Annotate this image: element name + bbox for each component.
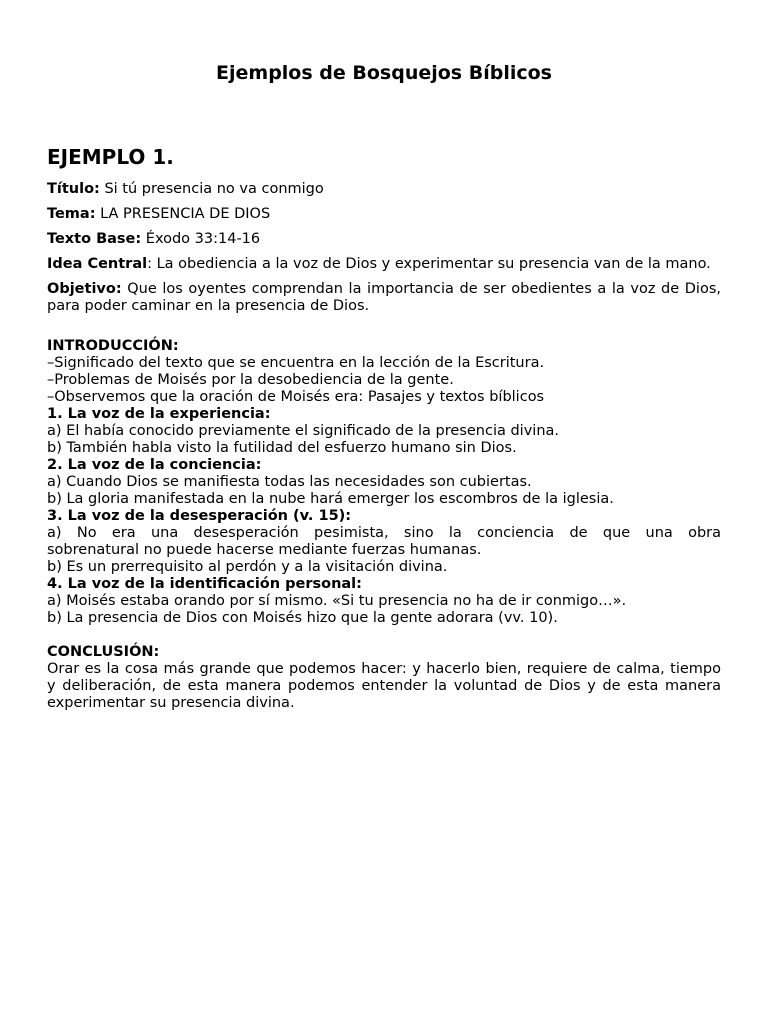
field-texto-base-value: Éxodo 33:14-16 bbox=[141, 231, 261, 247]
field-titulo-label: Título: bbox=[47, 181, 100, 197]
section-spacer bbox=[47, 627, 721, 644]
sermon-outline bbox=[47, 338, 721, 712]
conclusion-heading: CONCLUSIÓN: bbox=[47, 644, 160, 660]
point-3-item-b: b) Es un prerrequisito al perdón y a la visitación divina. bbox=[47, 559, 448, 575]
field-idea-central-label: Idea Central bbox=[47, 256, 148, 272]
field-titulo bbox=[47, 181, 721, 198]
point-1-item: b) También habla visto la futilidad del esfuerzo humano sin Dios. bbox=[47, 440, 517, 456]
introduccion-item: –Problemas de Moisés por la desobediencia de la gente. bbox=[47, 372, 454, 388]
example-heading: EJEMPLO 1. bbox=[47, 145, 174, 169]
point-3-item-a-line2: sobrenatural no puede hacerse mediante fuerzas humanas. bbox=[47, 542, 482, 558]
document-title: Ejemplos de Bosquejos Bíblicos bbox=[216, 62, 552, 84]
introduccion-item: –Observemos que la oración de Moisés era: Pasajes y textos bíblicos bbox=[47, 389, 545, 405]
introduccion-heading: INTRODUCCIÓN: bbox=[47, 338, 179, 354]
point-2-item: b) La gloria manifestada en la nube hará emerger los escombros de la iglesia. bbox=[47, 491, 614, 507]
point-2-heading: 2. La voz de la conciencia: bbox=[47, 457, 262, 473]
point-2-item: a) Cuando Dios se manifiesta todas las necesidades son cubiertas. bbox=[47, 474, 532, 490]
field-idea-central bbox=[47, 256, 721, 273]
field-texto-base bbox=[47, 231, 721, 248]
point-3-item-a-line1: a) No era una desesperación pesimista, sino la conciencia de que una obra bbox=[47, 525, 721, 541]
field-objetivo-label: Objetivo: bbox=[47, 281, 122, 297]
conclusion-text: Orar es la cosa más grande que podemos hacer: y hacerlo bien, requiere de calma, tiempo y deliberación, de esta manera podemos entender la voluntad de Dios y de esta manera experimentar su presencia divina. bbox=[47, 661, 721, 711]
point-4-item: a) Moisés estaba orando por sí mismo. «Si tu presencia no ha de ir conmigo…». bbox=[47, 593, 627, 609]
field-objetivo bbox=[47, 281, 721, 315]
field-tema-value: LA PRESENCIA DE DIOS bbox=[95, 206, 271, 222]
point-3-heading: 3. La voz de la desesperación (v. 15): bbox=[47, 508, 352, 524]
field-idea-central-value: : La obediencia a la voz de Dios y experimentar su presencia van de la mano. bbox=[147, 256, 711, 272]
field-titulo-value: Si tú presencia no va conmigo bbox=[99, 181, 324, 197]
point-1-item: a) El había conocido previamente el significado de la presencia divina. bbox=[47, 423, 560, 439]
field-tema bbox=[47, 206, 721, 223]
point-1-heading: 1. La voz de la experiencia: bbox=[47, 406, 271, 422]
field-objetivo-value: Que los oyentes comprendan la importancia de ser obedientes a la voz de Dios, para poder caminar en la presencia de Dios. bbox=[47, 281, 721, 314]
sermon-fields bbox=[47, 181, 721, 323]
introduccion-item: –Significado del texto que se encuentra en la lección de la Escritura. bbox=[47, 355, 545, 371]
point-4-item: b) La presencia de Dios con Moisés hizo que la gente adorara (vv. 10). bbox=[47, 610, 558, 626]
field-tema-label: Tema: bbox=[47, 206, 96, 222]
field-texto-base-label: Texto Base: bbox=[47, 231, 142, 247]
point-4-heading: 4. La voz de la identificación personal: bbox=[47, 576, 362, 592]
